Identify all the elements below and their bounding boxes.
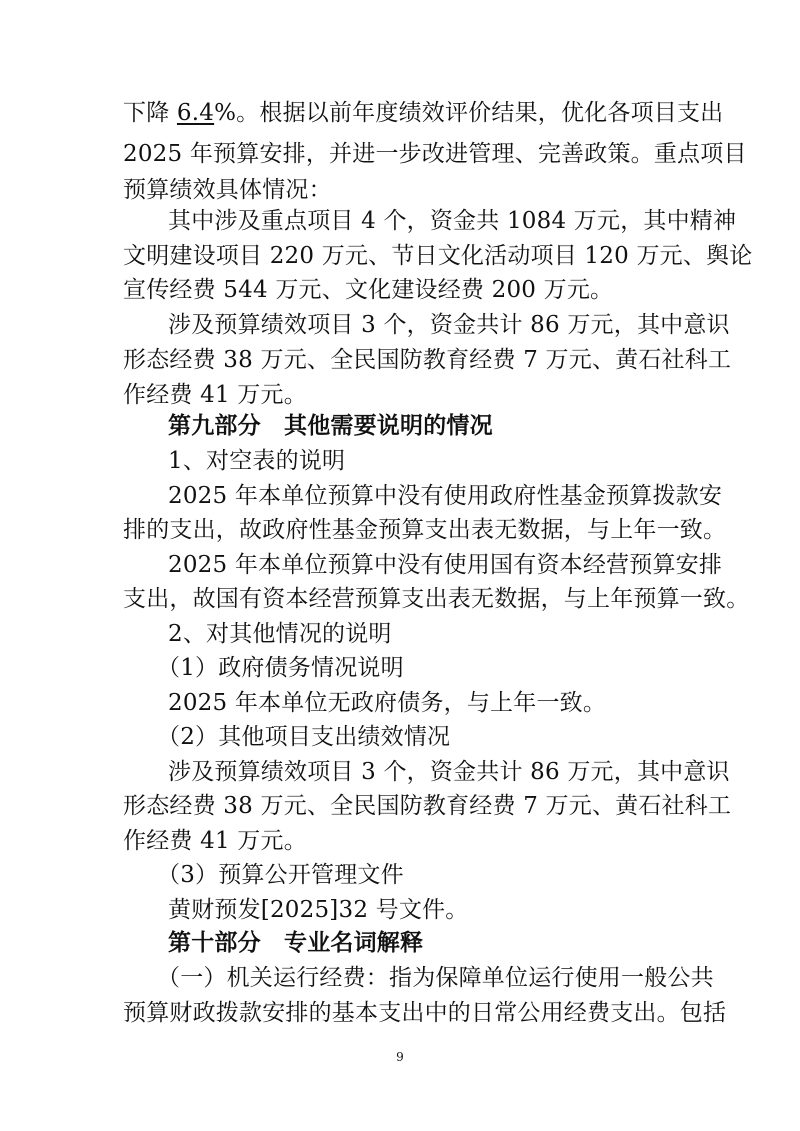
part9-sub1: 1、对空表的说明	[168, 448, 346, 474]
part9-p1-line-1: 2025 年本单位预算中没有使用政府性基金预算拨款安	[168, 483, 723, 509]
intro-suffix: %。根据以前年度绩效评价结果，优化各项目支出	[214, 100, 724, 126]
part9-p2-line-1: 2025 年本单位预算中没有使用国有资本经营预算安排	[168, 552, 723, 578]
intro-line-1	[123, 98, 723, 128]
part9-p2-line-2: 支出，故国有资本经营预算支出表无数据，与上年预算一致。	[123, 586, 750, 612]
perf-projects-line-3: 作经费 41 万元。	[123, 382, 307, 408]
decline-value: 6.4	[176, 100, 215, 126]
item2-text-line-1: 涉及预算绩效项目 3 个，资金共计 86 万元，其中意识	[168, 759, 730, 785]
perf-projects-line-2: 形态经费 38 万元、全民国防教育经费 7 万元、黄石社科工	[123, 347, 732, 373]
key-projects-line-1: 其中涉及重点项目 4 个，资金共 1084 万元，其中精神	[168, 208, 737, 234]
item2-title: （2）其他项目支出绩效情况	[157, 724, 451, 750]
intro-line-2: 2025 年预算安排，并进一步改进管理、完善政策。重点项目	[123, 141, 747, 167]
intro-prefix: 下降	[123, 100, 170, 126]
part10-heading: 第十部分 专业名词解释	[168, 930, 424, 956]
part9-p1-line-2: 排的支出，故政府性基金预算支出表无数据，与上年一致。	[123, 517, 727, 543]
item3-text: 黄财预发[2025]32 号文件。	[168, 897, 469, 923]
item1-text: 2025 年本单位无政府债务，与上年一致。	[168, 690, 607, 716]
item3-title: （3）预算公开管理文件	[157, 862, 404, 888]
part9-heading: 第九部分 其他需要说明的情况	[168, 413, 493, 439]
part9-sub2: 2、对其他情况的说明	[168, 621, 392, 647]
perf-projects-line-1: 涉及预算绩效项目 3 个，资金共计 86 万元，其中意识	[168, 312, 730, 338]
item2-text-line-3: 作经费 41 万元。	[123, 828, 307, 854]
item2-text-line-2: 形态经费 38 万元、全民国防教育经费 7 万元、黄石社科工	[123, 793, 732, 819]
part10-def1-line-2: 预算财政拨款安排的基本支出中的日常公用经费支出。包括	[123, 1000, 727, 1026]
part10-def1-line-1: （一）机关运行经费：指为保障单位运行使用一般公共	[157, 965, 714, 991]
page-number: 9	[396, 1050, 404, 1064]
item1-title: （1）政府债务情况说明	[157, 655, 404, 681]
intro-line-3: 预算绩效具体情况：	[123, 177, 332, 203]
key-projects-line-3: 宣传经费 544 万元、文化建设经费 200 万元。	[123, 277, 614, 303]
key-projects-line-2: 文明建设项目 220 万元、节日文化活动项目 120 万元、舆论	[123, 243, 753, 269]
